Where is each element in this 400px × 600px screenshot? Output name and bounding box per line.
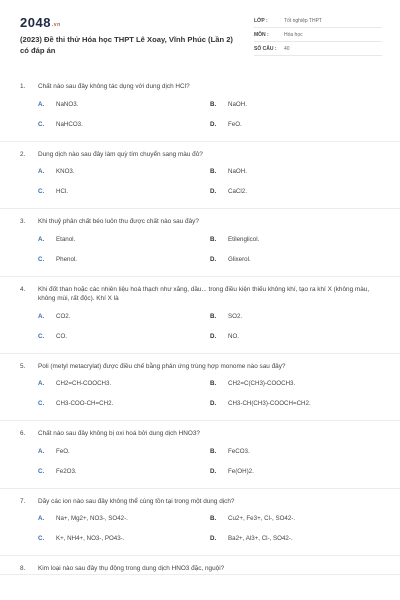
answer-option[interactable] <box>192 400 364 407</box>
option-row <box>20 101 380 121</box>
option-letter: A. <box>38 235 45 243</box>
option-row <box>20 121 380 141</box>
answer-option[interactable] <box>192 448 364 455</box>
option-row <box>20 168 380 188</box>
answer-option[interactable] <box>20 515 192 522</box>
question-item <box>0 74 400 142</box>
option-text: Phenol. <box>56 255 77 263</box>
question-number: 8. <box>20 565 26 572</box>
question-text-row <box>20 564 380 574</box>
meta-value: Hóa học <box>284 31 303 38</box>
exam-meta <box>254 14 382 56</box>
meta-key: SỐ CÂU : <box>254 45 277 52</box>
logo-suffix: .vn <box>51 22 61 28</box>
answer-options <box>20 236 380 276</box>
answer-option[interactable] <box>192 535 364 542</box>
question-text: Dãy các ion nào sau đây không thể cùng tồn tại trong một dung dịch? <box>38 497 235 505</box>
meta-row-subject <box>254 28 382 42</box>
option-text: K+, NH4+, NO3-, PO43-. <box>56 535 125 542</box>
option-letter: A. <box>38 168 45 175</box>
answer-option[interactable] <box>20 333 192 340</box>
answer-option[interactable] <box>20 400 192 407</box>
answer-option[interactable] <box>192 121 364 128</box>
question-text: Khi đốt than hoặc các nhiên liệu hoá thạch như xăng, dầu... trong điều kiện thiếu không khí, tạo ra khí X (không màu, không mùi, rất độc). Khí X là <box>38 285 370 302</box>
option-letter: A. <box>38 515 45 522</box>
option-text: CO. <box>56 332 68 340</box>
option-row <box>20 535 380 555</box>
question-number: 6. <box>20 430 26 437</box>
answer-option[interactable] <box>20 313 192 320</box>
option-row <box>20 515 380 535</box>
answer-option[interactable] <box>20 256 192 263</box>
option-text: HCl. <box>56 188 69 195</box>
option-text: KNO3. <box>56 168 75 175</box>
answer-options <box>20 448 380 488</box>
question-text-row <box>20 497 380 507</box>
question-text: Chất nào sau đây không bị oxi hoá bởi dung dịch HNO3? <box>38 430 200 437</box>
answer-option[interactable] <box>20 121 192 128</box>
logo-text: 2048 <box>20 15 51 30</box>
meta-value: Tốt nghiệp THPT <box>284 17 322 24</box>
option-letter: D. <box>210 188 217 195</box>
option-text: NaHCO3. <box>56 120 83 128</box>
meta-key: LỚP : <box>254 17 268 24</box>
question-text: Poli (metyl metacrylat) được điều chế bằng phản ứng trùng hợp monome nào sau đây? <box>38 362 286 370</box>
meta-row-question-count <box>254 42 382 56</box>
option-text: Glixerol. <box>228 255 251 263</box>
question-item <box>0 556 400 575</box>
answer-options <box>20 515 380 555</box>
option-letter: C. <box>38 188 45 195</box>
answer-option[interactable] <box>192 256 364 263</box>
answer-options <box>20 313 380 353</box>
answer-option[interactable] <box>20 236 192 243</box>
question-number: 5. <box>20 362 26 370</box>
option-row <box>20 333 380 353</box>
meta-key: MÔN : <box>254 31 269 38</box>
question-text-row <box>20 82 380 92</box>
answer-option[interactable] <box>20 168 192 175</box>
option-text: NaOH. <box>228 100 247 108</box>
option-text: CH3-COO-CH=CH2. <box>56 400 114 407</box>
option-letter: C. <box>38 120 45 128</box>
option-row <box>20 380 380 400</box>
option-text: SO2. <box>228 312 243 320</box>
option-letter: D. <box>210 255 217 263</box>
option-text: CH3-CH(CH3)-COOCH=CH2. <box>228 400 311 407</box>
option-letter: D. <box>210 535 217 542</box>
question-number: 3. <box>20 218 26 225</box>
meta-row-class <box>254 14 382 28</box>
option-text: CO2. <box>56 312 71 320</box>
answer-option[interactable] <box>192 468 364 475</box>
question-number: 2. <box>20 150 26 158</box>
option-letter: D. <box>210 400 217 407</box>
answer-option[interactable] <box>20 448 192 455</box>
option-letter: A. <box>38 447 45 455</box>
option-letter: C. <box>38 535 45 542</box>
option-letter: B. <box>210 100 217 108</box>
option-text: Etanol. <box>56 235 76 243</box>
question-item <box>0 142 400 210</box>
answer-option[interactable] <box>192 168 364 175</box>
option-letter: A. <box>38 312 45 320</box>
option-letter: D. <box>210 120 217 128</box>
option-letter: B. <box>210 168 217 175</box>
option-text: Cu2+, Fe3+, Cl-, SO42-. <box>228 515 296 522</box>
answer-option[interactable] <box>192 380 364 387</box>
answer-options <box>20 380 380 420</box>
question-list <box>0 74 400 575</box>
option-text: Ba2+, Al3+, Cl-, SO42-. <box>228 535 293 542</box>
answer-option[interactable] <box>20 468 192 475</box>
answer-option[interactable] <box>192 313 364 320</box>
option-text: NO. <box>228 332 240 340</box>
option-letter: B. <box>210 515 217 522</box>
option-row <box>20 448 380 468</box>
question-text-row <box>20 362 380 372</box>
answer-option[interactable] <box>192 515 364 522</box>
question-text: Kim loại nào sau đây thụ động trong dung dịch HNO3 đặc, nguội? <box>38 565 225 572</box>
question-text-row <box>20 150 380 160</box>
option-letter: D. <box>210 467 217 475</box>
question-text: Chất nào sau đây không tác dụng với dung dịch HCl? <box>38 83 190 90</box>
question-text: Dung dịch nào sau đây làm quỳ tím chuyển sang màu đỏ? <box>38 150 203 158</box>
option-letter: B. <box>210 235 217 243</box>
answer-option[interactable] <box>192 333 364 340</box>
question-item <box>0 489 400 557</box>
answer-options <box>20 168 380 208</box>
option-letter: C. <box>38 400 45 407</box>
question-number: 7. <box>20 497 26 505</box>
option-row <box>20 400 380 420</box>
answer-option[interactable] <box>20 101 192 108</box>
option-text: CH2=C(CH3)-COOCH3. <box>228 380 296 387</box>
question-item <box>0 354 400 422</box>
answer-option[interactable] <box>20 380 192 387</box>
exam-title: (2023) Đề thi thử Hóa học THPT Lê Xoay, Vĩnh Phúc (Lần 2) có đáp án <box>20 35 233 55</box>
question-text-row <box>20 285 380 304</box>
option-letter: A. <box>38 100 45 108</box>
page-header <box>0 0 400 70</box>
question-text-row <box>20 429 380 439</box>
option-row <box>20 313 380 333</box>
option-letter: A. <box>38 380 45 387</box>
answer-option[interactable] <box>20 535 192 542</box>
option-row <box>20 236 380 256</box>
option-row <box>20 188 380 208</box>
option-text: CH2=CH-COOCH3. <box>56 380 112 387</box>
question-item <box>0 277 400 354</box>
option-letter: C. <box>38 467 45 475</box>
option-text: NaOH. <box>228 168 247 175</box>
answer-option[interactable] <box>192 236 364 243</box>
option-text: Fe2O3. <box>56 467 77 475</box>
answer-options <box>20 101 380 141</box>
option-row <box>20 256 380 276</box>
option-text: FeCO3. <box>228 447 250 455</box>
option-letter: B. <box>210 312 217 320</box>
question-item <box>0 209 400 277</box>
meta-value: 40 <box>284 45 290 52</box>
question-text-row <box>20 217 380 227</box>
question-text: Khi thuỷ phân chất béo luôn thu được chất nào sau đây? <box>38 218 199 225</box>
option-letter: C. <box>38 332 45 340</box>
option-text: Fe(OH)2. <box>228 467 254 475</box>
answer-option[interactable] <box>192 188 364 195</box>
question-number: 4. <box>20 285 26 293</box>
option-text: Etilenglicol. <box>228 235 260 243</box>
option-text: FeO. <box>228 120 242 128</box>
answer-option[interactable] <box>192 101 364 108</box>
question-item <box>0 421 400 489</box>
answer-option[interactable] <box>20 188 192 195</box>
option-letter: D. <box>210 332 217 340</box>
option-letter: B. <box>210 447 217 455</box>
site-logo[interactable] <box>20 15 61 30</box>
option-text: Na+, Mg2+, NO3-, SO42-. <box>56 515 128 522</box>
option-letter: B. <box>210 380 217 387</box>
option-letter: C. <box>38 255 45 263</box>
option-text: CaCl2. <box>228 188 247 195</box>
option-row <box>20 468 380 488</box>
option-text: FeO. <box>56 447 70 455</box>
option-text: NaNO3. <box>56 100 79 108</box>
question-number: 1. <box>20 83 26 90</box>
